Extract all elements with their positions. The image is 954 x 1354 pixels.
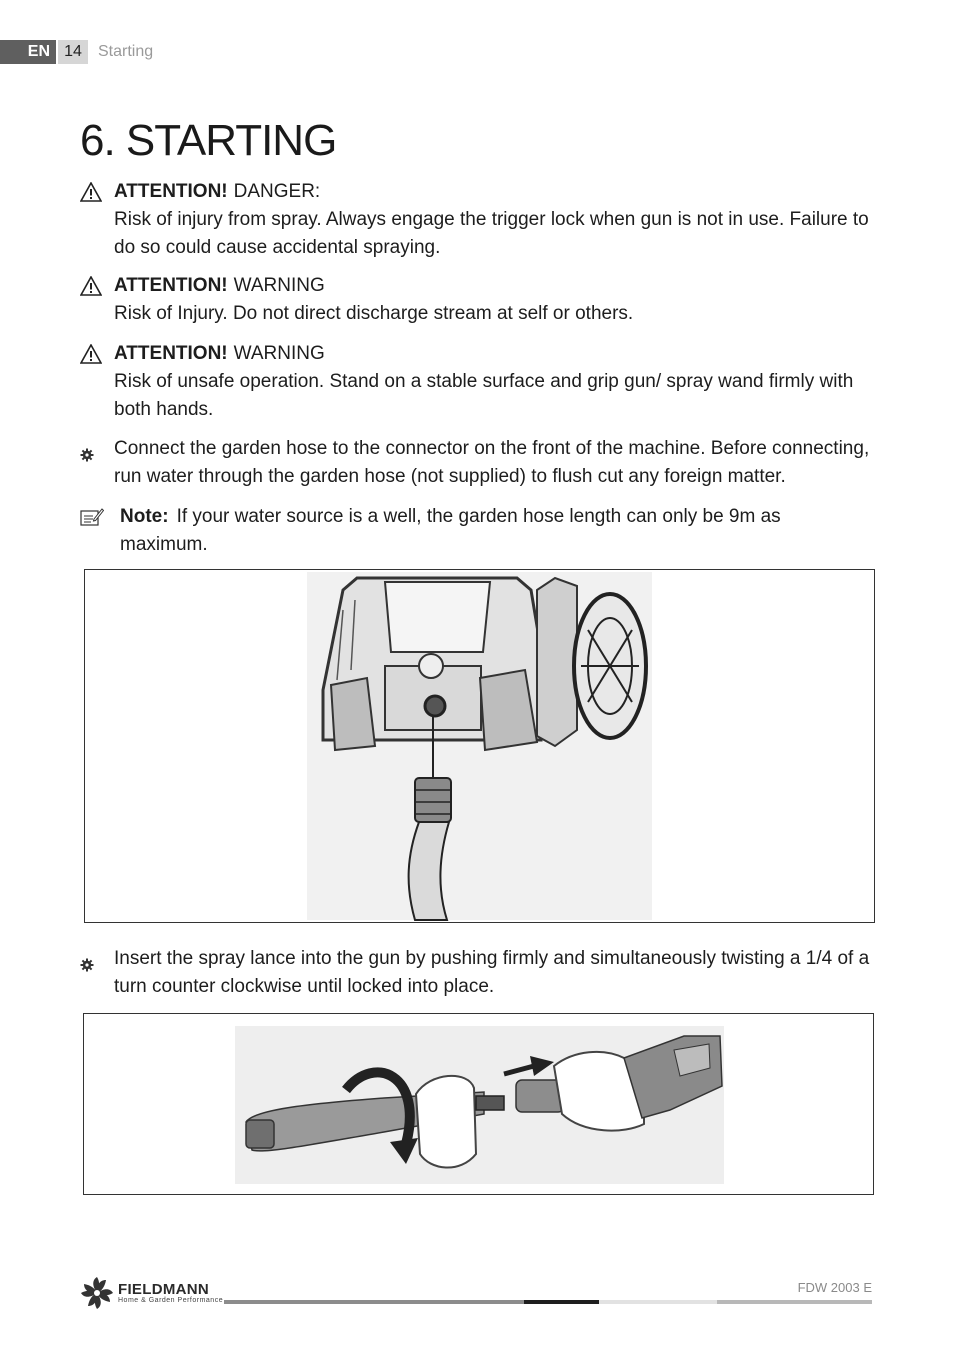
instruction-text: Insert the spray lance into the gun by pushing firmly and simultaneously twisting a 1/4 of a turn counter clockwise until locked into place. <box>114 948 870 997</box>
warning-level: WARNING <box>233 343 325 364</box>
footer-rule-segment <box>524 1300 599 1304</box>
warning-text: Risk of unsafe operation. Stand on a stable surface and grip gun/ spray wand firmly with both hands. <box>114 371 854 420</box>
note-pencil-icon <box>80 507 104 527</box>
warning-label: ATTENTION! <box>114 181 228 202</box>
brand-tagline: Home & Garden Performance <box>118 1297 224 1304</box>
warning-triangle-icon <box>80 182 102 202</box>
warning-unsafe-operation <box>80 340 880 424</box>
gear-bullet-icon <box>80 448 94 462</box>
warning-label: ATTENTION! <box>114 275 228 296</box>
warning-triangle-icon <box>80 276 102 296</box>
brand-logo <box>80 1276 223 1310</box>
brand-name: FIELDMANN <box>118 1281 210 1298</box>
footer-rule-segment <box>599 1300 717 1304</box>
page-number: 14 <box>58 40 88 64</box>
fieldmann-flower-icon <box>80 1276 114 1310</box>
instruction-connect-hose <box>80 435 880 491</box>
note-text: If your water source is a well, the garden hose length can only be 9m as maximum. <box>120 506 781 555</box>
footer-rule-segment <box>717 1300 872 1304</box>
warning-level: WARNING <box>233 275 325 296</box>
spray-lance-illustration <box>83 1013 874 1195</box>
instruction-insert-lance <box>80 945 880 1001</box>
footer-rule-segment <box>224 1300 524 1304</box>
warning-triangle-icon <box>80 344 102 364</box>
warning-text: Risk of Injury. Do not direct discharge stream at self or others. <box>114 303 634 324</box>
gear-bullet-icon <box>80 958 94 972</box>
warning-text: Risk of injury from spray. Always engage the trigger lock when gun is not in use. Failure to do so could cause accidental spraying. <box>114 209 869 258</box>
page-header <box>0 40 153 64</box>
warning-danger <box>80 178 880 262</box>
section-name: Starting <box>98 43 154 60</box>
hose-connection-illustration <box>84 569 875 923</box>
warning-label: ATTENTION! <box>114 343 228 364</box>
model-number: FDW 2003 E <box>797 1280 872 1295</box>
instruction-text: Connect the garden hose to the connector on the front of the machine. Before connecting, run water through the garden hose (not supplied) to flush cut any foreign matter. <box>114 438 870 487</box>
note-block <box>80 503 800 559</box>
note-label: Note: <box>120 506 169 527</box>
page-title: 6. STARTING <box>80 116 337 165</box>
language-tab: EN <box>0 40 56 64</box>
warning-level: DANGER: <box>233 181 321 202</box>
warning-injury <box>80 272 880 328</box>
